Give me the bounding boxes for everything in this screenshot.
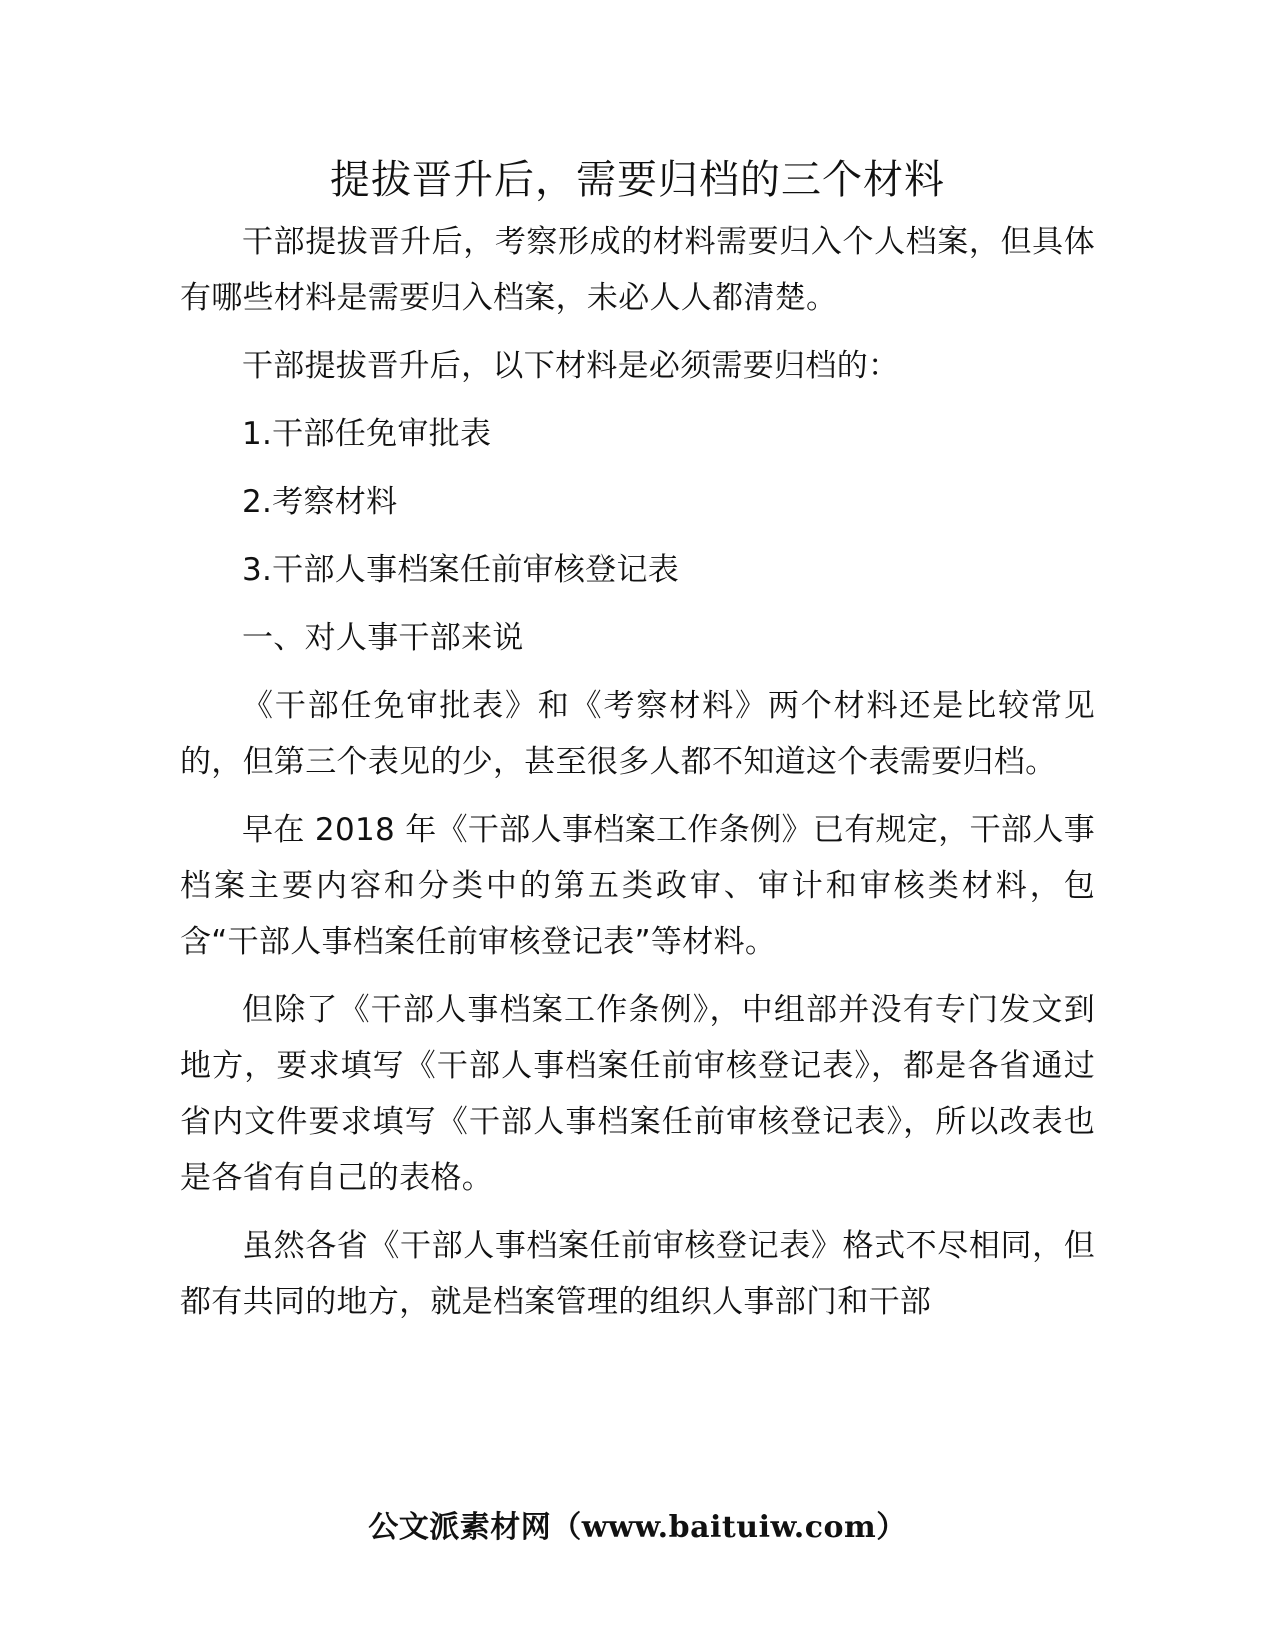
list-item-inspection-materials: 2.考察材料 <box>242 484 398 520</box>
paragraph-2018-regulation: 早在 2018 年《干部人事档案工作条例》已有规定，干部人事档案主要内容和分类中的第五类政审、审计和审核类材料，包含“干部人事档案任前审核登记表”等材料。 <box>180 812 1095 960</box>
paragraph-intro: 干部提拔晋升后，考察形成的材料需要归入个人档案，但具体有哪些材料是需要归入档案，未必人人都清楚。 <box>180 224 1095 316</box>
document-title: 提拔晋升后，需要归档的三个材料 <box>330 157 945 203</box>
paragraph-common-forms: 《干部任免审批表》和《考察材料》两个材料还是比较常见的，但第三个表见的少，甚至很多人都不知道这个表需要归档。 <box>180 688 1095 780</box>
footer-watermark: 公文派素材网（www.baituiw.com） <box>368 1510 907 1545</box>
paragraph-required-materials: 干部提拔晋升后，以下材料是必须需要归档的： <box>242 348 900 384</box>
document-body <box>180 214 1095 1342</box>
section-heading-personnel-cadres: 一、对人事干部来说 <box>242 620 524 656</box>
paragraph-common-points: 虽然各省《干部人事档案任前审核登记表》格式不尽相同，但都有共同的地方，就是档案管理的组织人事部门和干部 <box>180 1228 1095 1320</box>
list-item-approval-form: 1.干部任免审批表 <box>242 416 492 452</box>
paragraph-provincial-requirements: 但除了《干部人事档案工作条例》，中组部并没有专门发文到地方，要求填写《干部人事档案任前审核登记表》，都是各省通过省内文件要求填写《干部人事档案任前审核登记表》，所以改表也是各省有自己的表格。 <box>180 992 1095 1196</box>
list-item-review-registration-form: 3.干部人事档案任前审核登记表 <box>242 552 680 588</box>
